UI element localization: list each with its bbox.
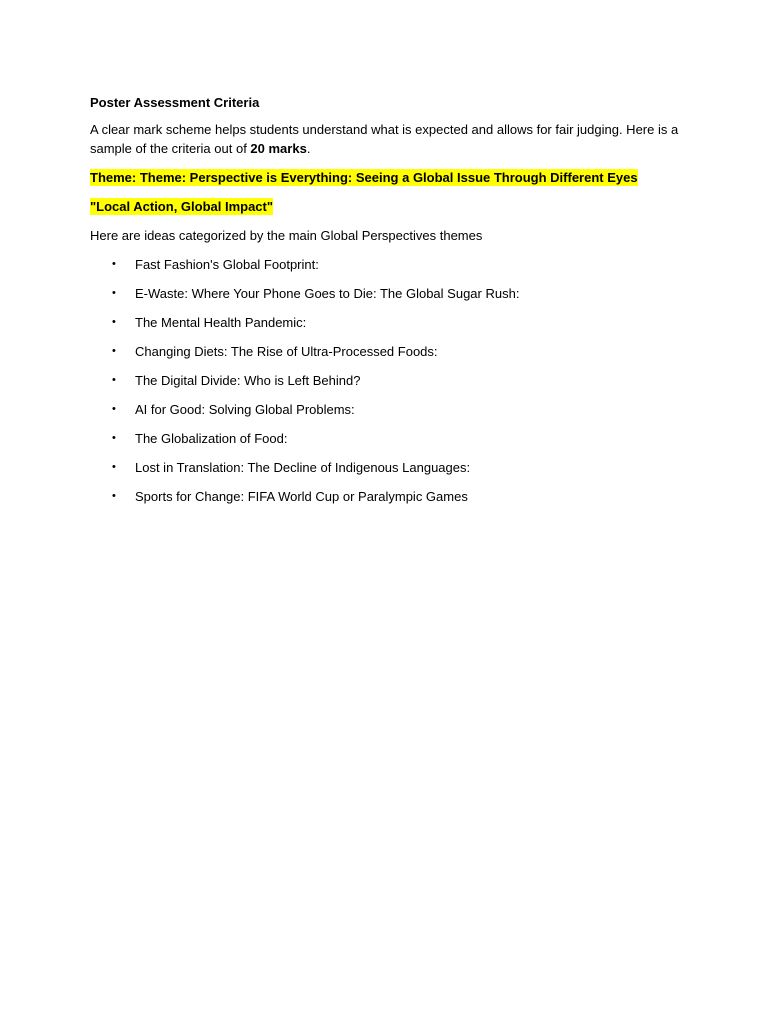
- ideas-list: [90, 255, 690, 506]
- list-item-text: E-Waste: Where Your Phone Goes to Die: The Global Sugar Rush:: [135, 286, 520, 301]
- bullet-icon: •: [112, 316, 116, 328]
- list-item-text: Lost in Translation: The Decline of Indigenous Languages:: [135, 460, 471, 475]
- bullet-icon: •: [112, 345, 116, 357]
- list-item-text: The Globalization of Food:: [135, 431, 288, 446]
- list-item-text: AI for Good: Solving Global Problems:: [135, 402, 355, 417]
- bullet-icon: •: [112, 461, 116, 473]
- list-item: [90, 342, 690, 361]
- bullet-icon: •: [112, 374, 116, 386]
- theme-highlight: Theme: Theme: Perspective is Everything: Seeing a Global Issue Through Different Eyes: [90, 170, 638, 185]
- bullet-icon: •: [112, 432, 116, 444]
- paragraph-text: A clear mark scheme helps students understand what is expected and allows for fair judging. Here is a sample of the criteria out of: [90, 122, 679, 156]
- list-item-text: Fast Fashion's Global Footprint:: [135, 257, 319, 272]
- theme-line: [90, 168, 690, 187]
- paragraph-end: .: [306, 141, 311, 156]
- ideas-intro: Here are ideas categorized by the main Global Perspectives themes: [90, 228, 483, 243]
- slogan-line: [90, 197, 690, 216]
- document-page: [90, 93, 690, 516]
- bullet-icon: •: [112, 258, 116, 270]
- list-item: [90, 313, 690, 332]
- list-item: [90, 400, 690, 419]
- list-item: [90, 255, 690, 274]
- list-item: [90, 284, 690, 303]
- slogan-highlight: "Local Action, Global Impact": [90, 199, 274, 214]
- list-item: [90, 487, 690, 506]
- bullet-icon: •: [112, 403, 116, 415]
- list-item: [90, 371, 690, 390]
- bullet-icon: •: [112, 287, 116, 299]
- document-heading: Poster Assessment Criteria: [90, 95, 260, 110]
- list-item-text: Sports for Change: FIFA World Cup or Paralympic Games: [135, 489, 468, 504]
- list-item-text: The Digital Divide: Who is Left Behind?: [135, 373, 361, 388]
- intro-paragraph: [90, 120, 690, 158]
- list-item: [90, 429, 690, 448]
- paragraph-bold-marks: 20 marks: [250, 141, 307, 156]
- bullet-icon: •: [112, 490, 116, 502]
- list-item-text: Changing Diets: The Rise of Ultra-Processed Foods:: [135, 344, 438, 359]
- list-item: [90, 458, 690, 477]
- list-item-text: The Mental Health Pandemic:: [135, 315, 307, 330]
